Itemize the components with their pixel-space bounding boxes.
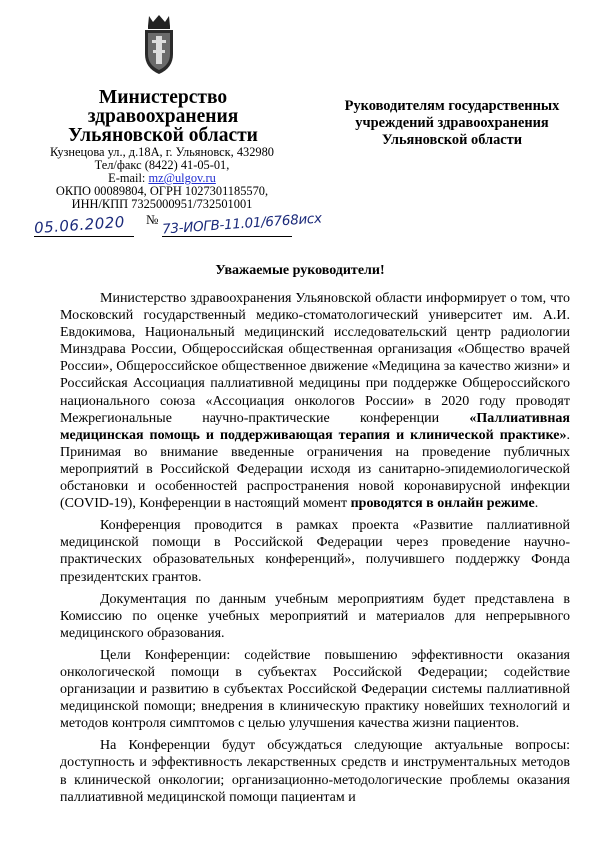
org-name-line: Министерство [98,87,228,108]
greeting: Уважаемые руководители! [215,263,385,278]
okpo-line: ОКПО 00089804, ОГРН 1027301185570, [55,184,269,198]
recipient-line: Ульяновской области [381,132,523,148]
paragraph: Цели Конференции: содействие повышению эффективности оказания онкологической помощи в субъектах Российской Федерации; содействие организации и развитию в субъектах Российской Федерации системы паллиативной медицинской помощи; внедрения в клиническую практику новейших технологий и методов контроля симптомов с целью улучшения качества жизни пациентов. [60,647,570,732]
org-name-line: здравоохранения [87,106,239,127]
inn-line: ИНН/КПП 7325000951/732501001 [71,197,253,211]
paragraph: На Конференции будут обсуждаться следующие актуальные вопросы: доступность и эффективность лекарственных средств и инструментальных методов в клинической онкологии; организационно-методологические проблемы оказания паллиативной медицинской помощи пациентам и [60,738,570,805]
recipient-block [328,98,576,149]
address-line: Кузнецова ул., д.18А, г. Ульяновск, 432980 [49,145,274,159]
registration-date: 05.06.2020 [33,212,126,238]
number-sign: № [146,212,159,227]
email-label: E-mail: [108,171,149,185]
recipient-line: учреждений здравоохранения [355,115,549,131]
text-run: Министерство здравоохранения Ульяновской области информирует о том, что Московский государственный медико-стоматологический университет им. А.И. Евдокимова, Национальный медицинский исследовательский центр радиологии Минздрава России, Общероссийская общественная организация «Общество врачей России», Общероссийское общественное движение «Медицина за качество жизни» и Российская Ассоциация паллиативной медицины при поддержке Общероссийского национального союза «Ассоциация онкологов России» в 2020 году проводят Межрегиональные научно-практические конференции [60,291,570,426]
organization-contacts [34,146,290,211]
recipient-line: Руководителям государственных [344,98,560,114]
text-run: . Принимая во внимание введенные ограничения на проведение публичных мероприятий в Российской Федерации исходя из санитарно-эпидемиологической обстановки и особенностей распространения новой коронавирусной инфекции (COVID-19), Конференции в настоящий момент [60,427,570,512]
text-run: . [534,496,539,512]
phone-line: Тел/факс (8422) 41-05-01, [94,158,230,172]
org-name-line: Ульяновской области [68,125,258,146]
email-link[interactable]: mz@ulgov.ru [148,171,216,185]
paragraph: Документация по данным учебным мероприятиям будет представлена в Комиссию по оценке учебных мероприятий и материалов для непрерывного медицинского образования. [60,591,570,641]
ulyanovsk-coat-of-arms-icon [141,14,177,76]
online-mode-notice: проводятся в онлайн режиме [350,496,535,512]
organization-name [40,88,286,145]
conference-title: «Паллиативная медицинская помощь и поддерживающая терапия и клинической практике» [60,410,570,443]
paragraph [60,290,570,512]
registration-number: 73-ИОГВ-11.01/6768исх [161,210,323,238]
letter-body [60,290,570,811]
paragraph: Конференция проводится в рамках проекта «Развитие паллиативной медицинской помощи в Российской Федерации через проведение научно-практических образовательных конференций», получившего поддержку Фонда президентских грантов. [60,518,570,585]
registration-line [33,210,323,242]
number-underline [162,236,292,237]
date-underline [34,236,134,237]
